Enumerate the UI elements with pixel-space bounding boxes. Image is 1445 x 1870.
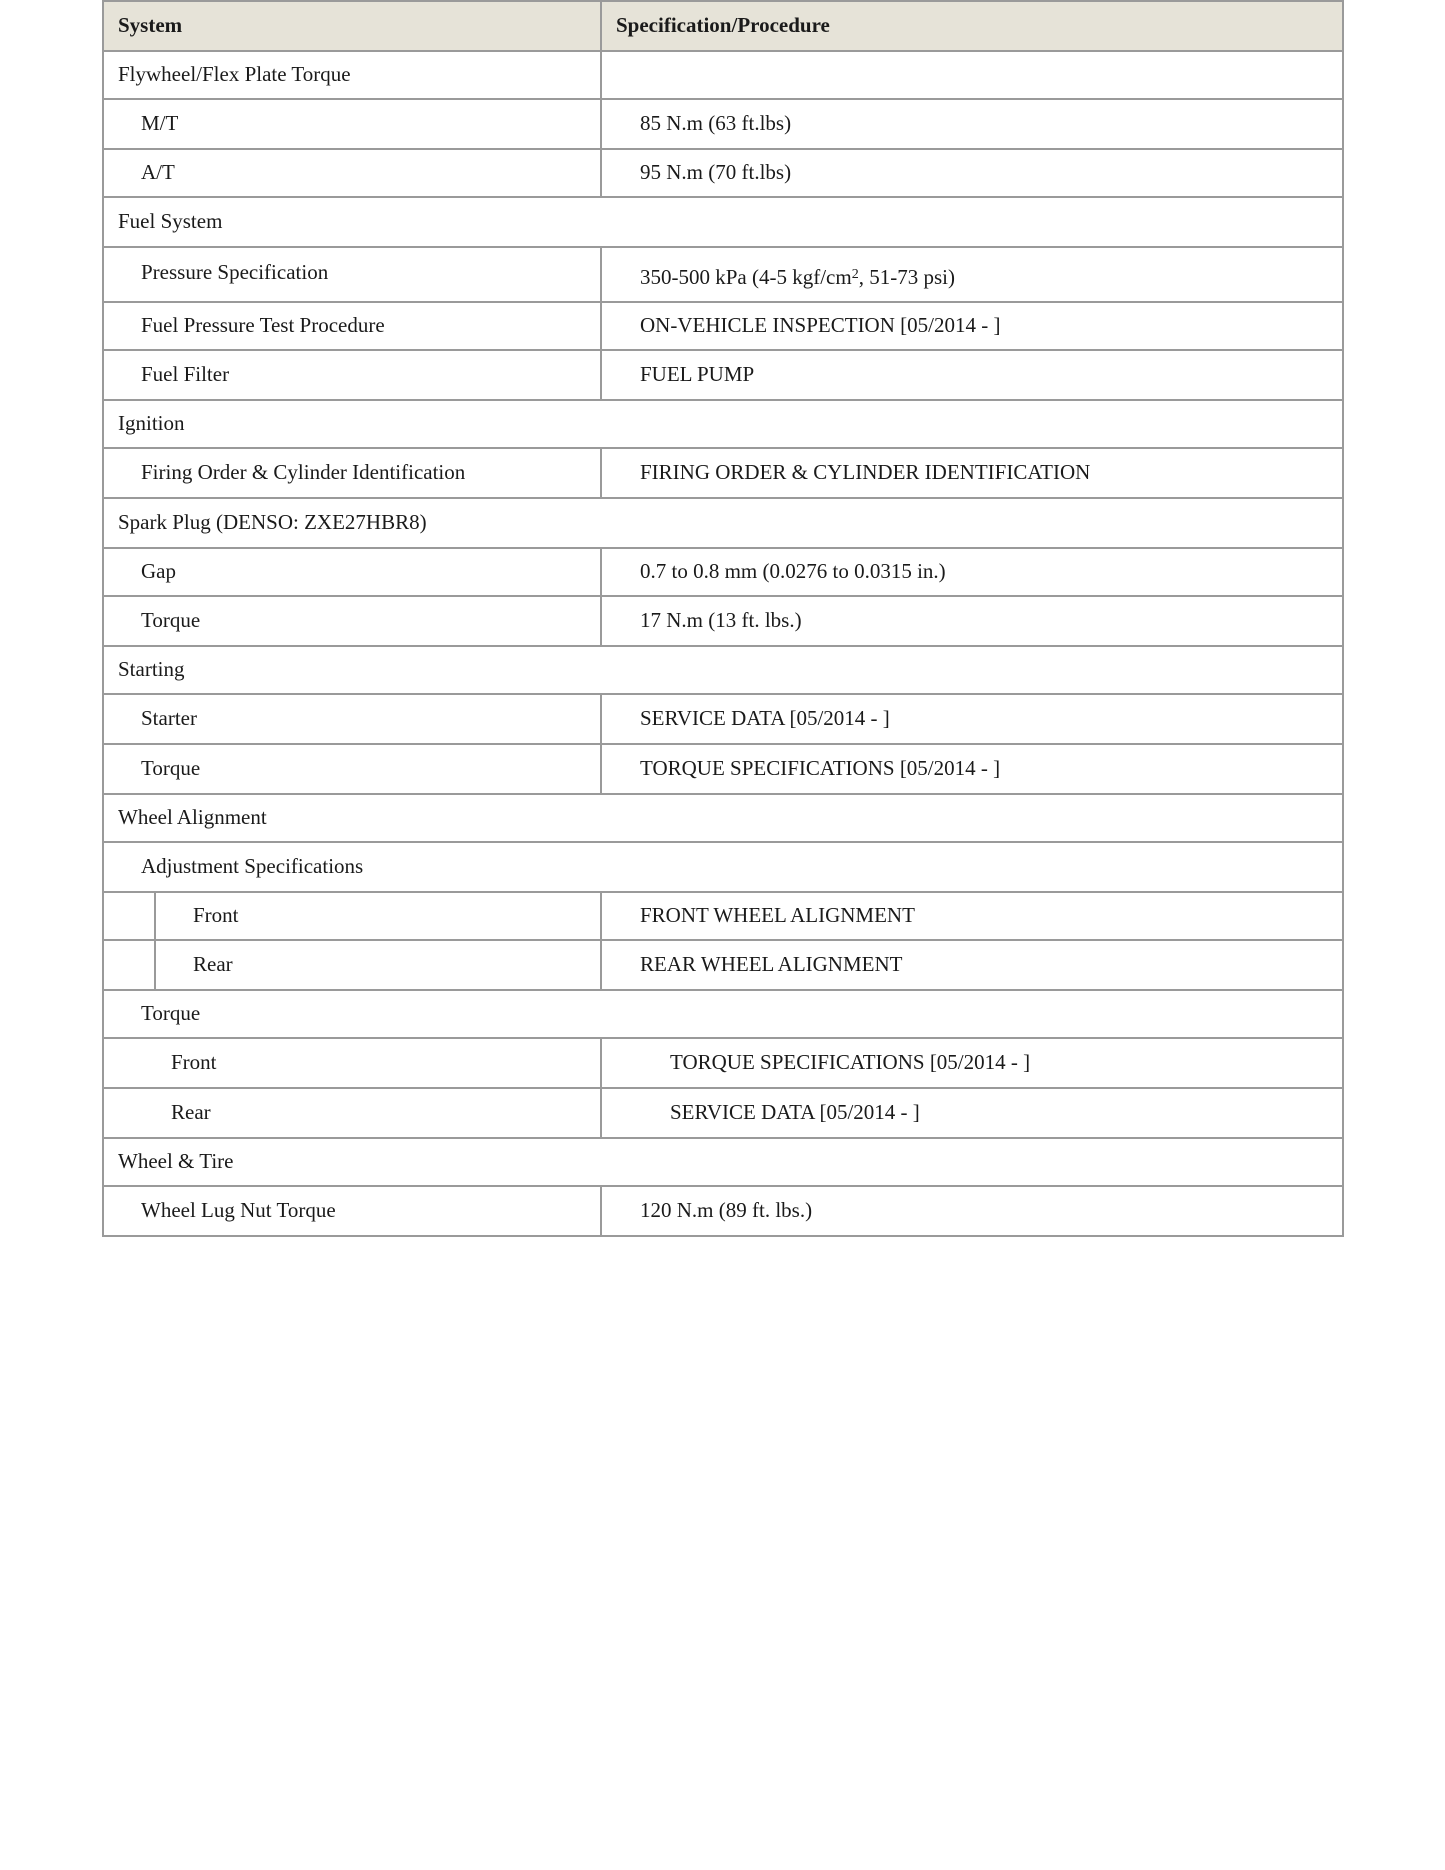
header-specification: Specification/Procedure: [616, 13, 830, 38]
section-row: [104, 196, 1342, 246]
spec-cell: FUEL PUMP: [640, 362, 755, 387]
system-label: Front: [193, 903, 239, 928]
spec-cell: 95 N.m (70 ft.lbs): [640, 160, 792, 185]
section-row: [104, 645, 1342, 693]
system-cell: [104, 893, 602, 939]
system-cell: A/T: [104, 150, 602, 196]
table-row: [104, 743, 1342, 793]
section-label: Starting: [118, 657, 185, 682]
section-row: [104, 1137, 1342, 1185]
spec-cell: SERVICE DATA [05/2014 - ]: [640, 706, 890, 731]
table-row: [104, 939, 1342, 989]
system-cell: Gap: [104, 549, 602, 595]
system-cell: M/T: [104, 100, 602, 148]
system-cell: Starter: [104, 695, 602, 743]
spec-cell: 120 N.m (89 ft. lbs.): [640, 1198, 813, 1223]
section-label: Wheel Alignment: [118, 805, 267, 830]
table-row: [104, 891, 1342, 939]
system-cell: Fuel Pressure Test Procedure: [104, 303, 602, 349]
system-cell: Torque: [104, 745, 602, 793]
section-label: Ignition: [118, 411, 185, 436]
section-row: [104, 497, 1342, 547]
system-cell: Pressure Specification: [104, 248, 602, 301]
table-row: [104, 1087, 1342, 1137]
empty-cell: [602, 52, 1344, 98]
spec-cell: FIRING ORDER & CYLINDER IDENTIFICATION: [640, 460, 1091, 485]
table-row: [104, 148, 1342, 196]
specification-table: [102, 0, 1344, 1237]
table-row: [104, 547, 1342, 595]
system-cell: Torque: [104, 597, 602, 645]
superscript: 2: [851, 267, 859, 283]
system-cell: Rear: [104, 1089, 602, 1137]
section-label: Fuel System: [118, 209, 223, 234]
system-label: Rear: [193, 952, 233, 977]
table-row: [104, 246, 1342, 301]
section-label: Wheel & Tire: [118, 1149, 234, 1174]
table-row: [104, 301, 1342, 349]
section-label: Flywheel/Flex Plate Torque: [104, 52, 602, 98]
spec-cell: 85 N.m (63 ft.lbs): [640, 111, 792, 136]
subsection-label: Torque: [141, 1001, 201, 1026]
section-label: Spark Plug (DENSO: ZXE27HBR8): [118, 510, 427, 535]
system-cell: [104, 941, 602, 989]
indent-cell: [104, 893, 156, 939]
spec-cell: 0.7 to 0.8 mm (0.0276 to 0.0315 in.): [640, 559, 946, 584]
spec-cell: 17 N.m (13 ft. lbs.): [640, 608, 802, 633]
subsection-row: [104, 989, 1342, 1037]
section-row: [104, 50, 1344, 98]
pressure-spec-text: 350-500 kPa (4-5 kgf/cm: [640, 264, 852, 289]
section-row: [104, 399, 1342, 447]
subsection-row: [104, 841, 1342, 891]
table-row: [104, 595, 1342, 645]
subsection-label: Adjustment Specifications: [141, 854, 364, 879]
spec-cell: TORQUE SPECIFICATIONS [05/2014 - ]: [670, 1050, 1031, 1075]
system-cell: Front: [104, 1039, 602, 1087]
table-row: [104, 1185, 1342, 1235]
system-cell: Fuel Filter: [104, 351, 602, 399]
table-row: [104, 693, 1342, 743]
table-row: [104, 447, 1342, 497]
table-header-row: [104, 0, 1342, 50]
indent-cell: [104, 941, 156, 989]
header-system: System: [104, 2, 602, 50]
system-cell: Firing Order & Cylinder Identification: [104, 449, 602, 497]
spec-cell: SERVICE DATA [05/2014 - ]: [670, 1100, 920, 1125]
section-row: [104, 793, 1342, 841]
pressure-spec-text-end: , 51-73 psi): [858, 264, 955, 289]
table-row: [104, 98, 1342, 148]
spec-cell: REAR WHEEL ALIGNMENT: [640, 952, 903, 977]
spec-cell: TORQUE SPECIFICATIONS [05/2014 - ]: [640, 756, 1001, 781]
table-row: [104, 1037, 1342, 1087]
table-row: [104, 349, 1342, 399]
spec-cell: ON-VEHICLE INSPECTION [05/2014 - ]: [640, 313, 1001, 338]
spec-cell: [602, 248, 1342, 301]
spec-cell: FRONT WHEEL ALIGNMENT: [640, 903, 915, 928]
system-cell: Wheel Lug Nut Torque: [104, 1187, 602, 1235]
